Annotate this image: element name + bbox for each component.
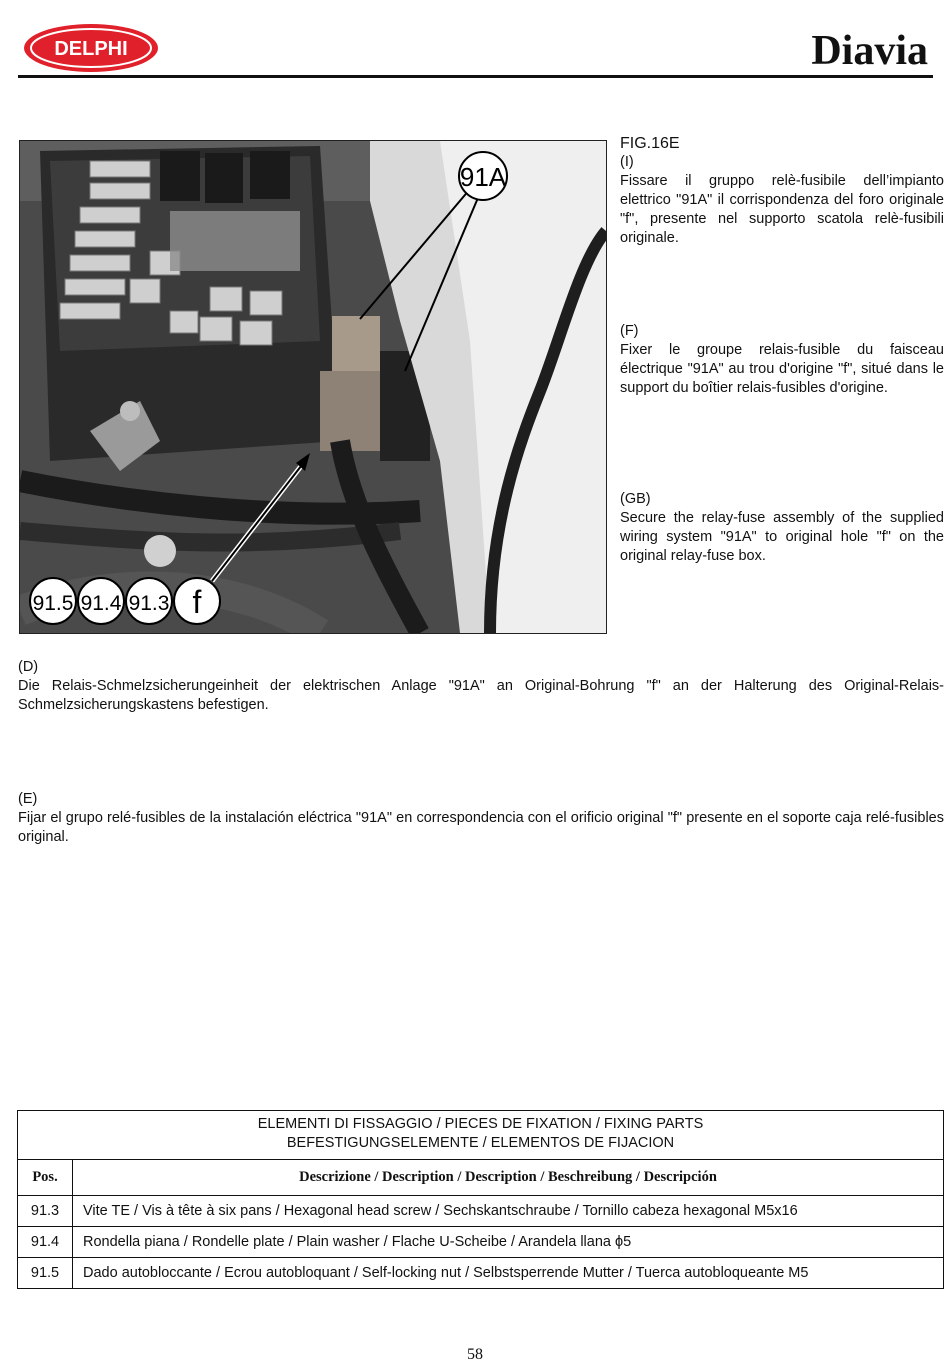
column-header-pos: Pos. [18, 1160, 73, 1196]
german-instruction: Die Relais-Schmelzsicherungeinheit der elektrischen Anlage "91A" an Original-Bohrung "f" an der Halterung des Original-Relais-Schmelzsicherungskastens befestigen. [18, 678, 944, 713]
callout-91-4 [78, 578, 124, 624]
row-description: Rondella piana / Rondelle plate / Plain washer / Flache U-Scheibe / Arandela llana ϕ5 [73, 1227, 944, 1258]
callout-91-3 [126, 578, 172, 624]
figure-title: FIG.16E [620, 135, 680, 152]
italian-instruction: Fissare il gruppo relè-fusibile dell’impianto elettrico "91A" il corrispondenza del foro originale "f", presente nel supporto scatola relè-fusibili originale. [620, 173, 944, 246]
table-row [18, 1227, 944, 1258]
callout-91-5 [30, 578, 76, 624]
french-instruction: Fixer le groupe relais-fusible du faisceau électrique "91A" au trou d'origine "f", situé dans le support du boîtier relais-fusibles d'origine. [620, 342, 944, 396]
engine-bay-photo [19, 140, 607, 634]
row-description: Dado autobloccante / Ecrou autobloquant / Self-locking nut / Selbstsperrende Mutter / Tuerca autobloqueante M5 [73, 1258, 944, 1289]
svg-text:91.3: 91.3 [128, 592, 170, 615]
spanish-tag: (E) [18, 791, 38, 807]
svg-text:f: f [192, 584, 202, 620]
spanish-instruction: Fijar el grupo relé-fusibles de la instalación eléctrica "91A" en correspondencia con el orificio original "f" presente en el soporte caja relé-fusibles original. [18, 810, 944, 845]
svg-text:91.4: 91.4 [80, 592, 122, 615]
fixing-parts-table [17, 1110, 944, 1289]
callout-f [174, 578, 220, 624]
french-tag: (F) [620, 323, 639, 339]
text-spanish [18, 790, 944, 847]
row-pos: 91.3 [18, 1196, 73, 1227]
english-instruction: Secure the relay-fuse assembly of the supplied wiring system "91A" to original hole "f" on the original relay-fuse box. [620, 510, 944, 564]
delphi-logo [22, 22, 160, 74]
svg-text:Diavia: Diavia [811, 28, 928, 70]
side-text-italian [620, 134, 944, 248]
side-text-english [620, 490, 944, 566]
diavia-logo [770, 26, 930, 70]
svg-text:DELPHI: DELPHI [54, 38, 128, 60]
italian-tag: (I) [620, 154, 634, 170]
text-german [18, 658, 944, 715]
callout-91a [459, 152, 507, 200]
page-number: 58 [467, 1346, 483, 1363]
side-text-french [620, 322, 944, 398]
svg-text:91A: 91A [459, 162, 507, 192]
table-row [18, 1258, 944, 1289]
table-row [18, 1196, 944, 1227]
svg-text:91.5: 91.5 [32, 592, 74, 615]
table-title: ELEMENTI DI FISSAGGIO / PIECES DE FIXATION / FIXING PARTS BEFESTIGUNGSELEMENTE / ELEMENTOS DE FIJACION [18, 1111, 944, 1160]
row-pos: 91.4 [18, 1227, 73, 1258]
row-description: Vite TE / Vis à tête à six pans / Hexagonal head screw / Sechskantschraube / Tornillo cabeza hexagonal M5x16 [73, 1196, 944, 1227]
row-pos: 91.5 [18, 1258, 73, 1289]
english-tag: (GB) [620, 491, 651, 507]
column-header-description: Descrizione / Description / Description / Beschreibung / Descripción [73, 1160, 944, 1196]
header-rule [18, 75, 933, 78]
german-tag: (D) [18, 659, 39, 675]
